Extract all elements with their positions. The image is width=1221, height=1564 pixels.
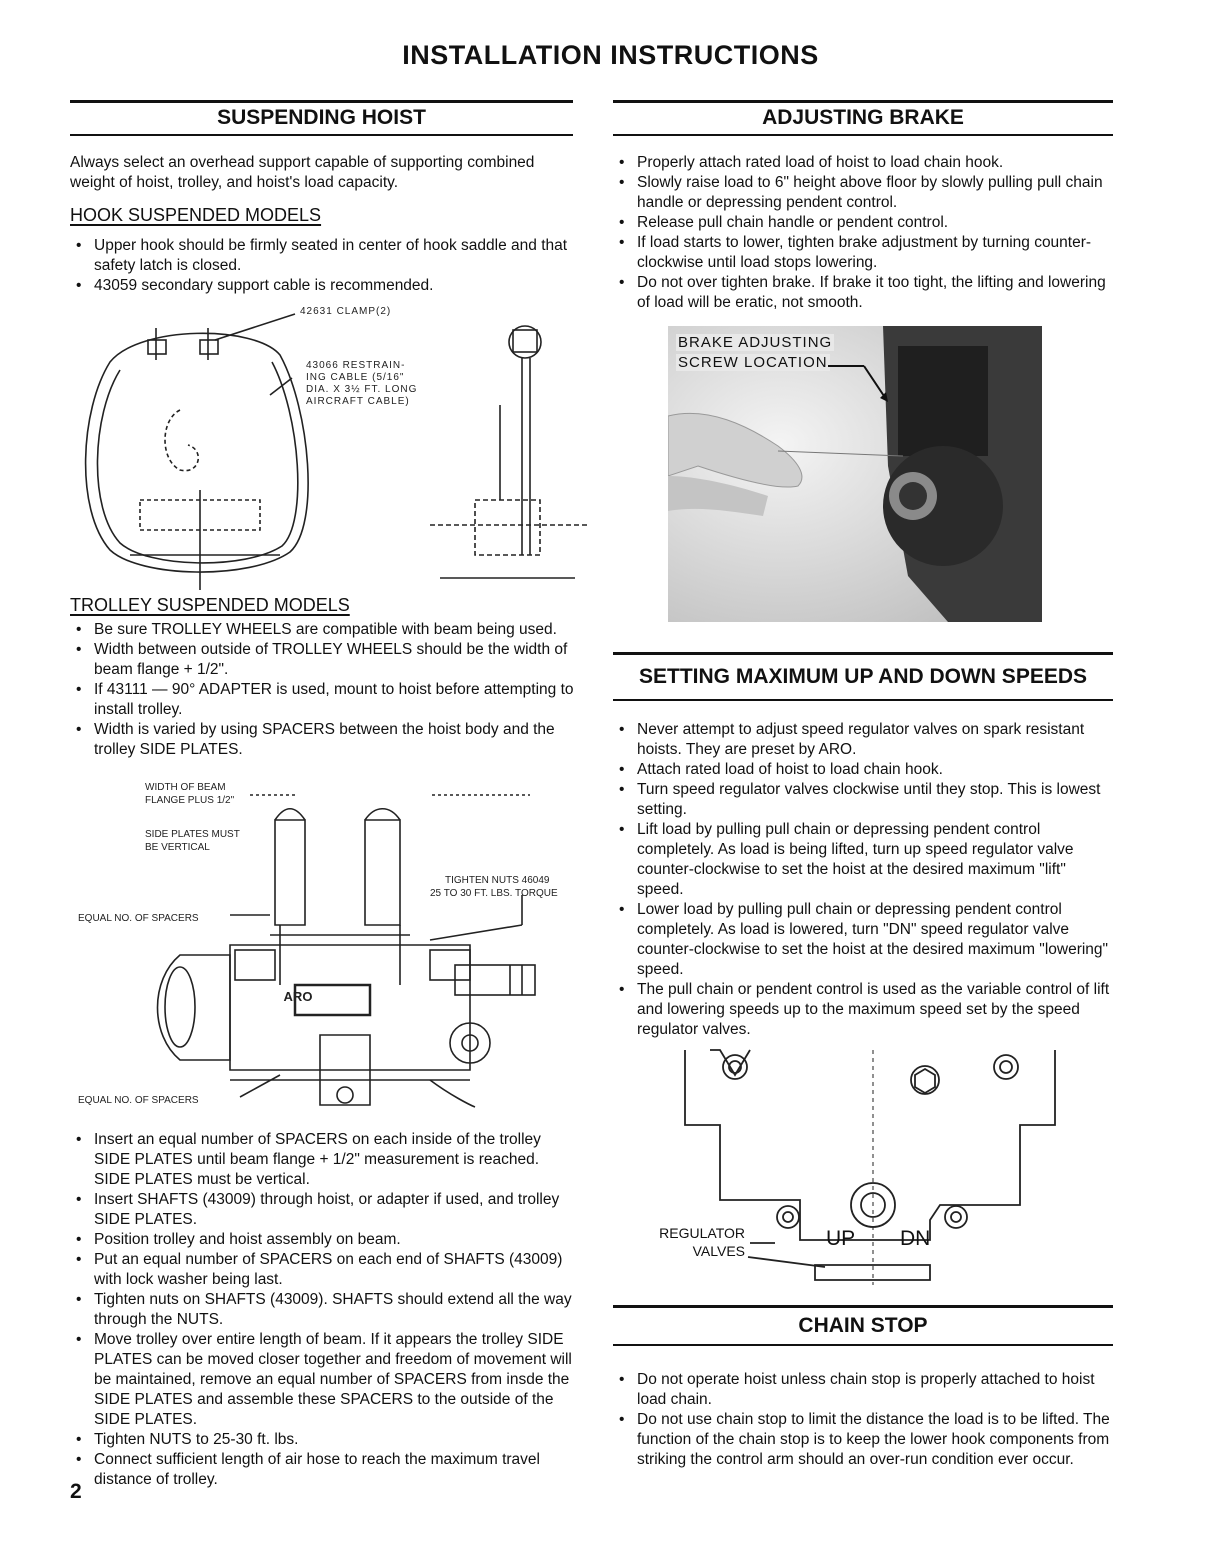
list-item: • Slowly raise load to 6" height above floor by slowly pulling pull chain handle or depressing pendent control.	[613, 173, 1115, 213]
clamp-label: 42631 CLAMP(2)	[300, 306, 392, 317]
chain-stop-list	[613, 1370, 1115, 1470]
list-item: • Properly attach rated load of hoist to load chain hook.	[613, 153, 1115, 173]
subheading-hook-suspended: HOOK SUSPENDED MODELS	[70, 205, 322, 225]
regulator-valves-figure	[640, 1045, 1080, 1285]
list-item: • Connect sufficient length of air hose to reach the maximum travel distance of trolley.	[70, 1450, 576, 1490]
photo-label-2: SCREW LOCATION	[678, 354, 828, 371]
list-item: • Do not use chain stop to limit the distance the load is to be lifted. The function of the chain stop is to keep the lower hook components from striking the control arm should an over-run condition ever occur.	[613, 1410, 1115, 1470]
regulator-label-2: VALVES	[692, 1243, 745, 1259]
list-item: • Upper hook should be firmly seated in center of hook saddle and that safety latch is closed.	[70, 236, 576, 276]
brake-list	[613, 153, 1115, 313]
side-plates-label-1: SIDE PLATES MUST	[145, 829, 240, 840]
cable-label-2: ING CABLE (5/16"	[306, 372, 405, 383]
photo-leader-arrow	[828, 356, 908, 406]
cable-label-3: DIA. X 3½ FT. LONG	[306, 384, 418, 395]
list-item: • Tighten nuts on SHAFTS (43009). SHAFTS should extend all the way through the NUTS.	[70, 1290, 576, 1330]
suspending-intro: Always select an overhead support capable of supporting combined weight of hoist, trolley, and hoist's load capacity.	[70, 154, 535, 191]
cable-label-1: 43066 RESTRAIN-	[306, 360, 406, 371]
spacers-label-top: EQUAL NO. OF SPACERS	[78, 913, 199, 924]
list-item: • The pull chain or pendent control is used as the variable control of lift and lowering speeds up to the maximum speed set by the speed regulator valves.	[613, 980, 1115, 1040]
list-item: • 43059 secondary support cable is recommended.	[70, 276, 576, 296]
list-item: • If load starts to lower, tighten brake adjustment by turning counter-clockwise until load stops lowering.	[613, 233, 1115, 273]
list-item: • Be sure TROLLEY WHEELS are compatible with beam being used.	[70, 620, 576, 640]
list-item: • Insert an equal number of SPACERS on each inside of the trolley SIDE PLATES until beam flange + 1/2" measurement is reached. SIDE PLATES must be vertical.	[70, 1130, 576, 1190]
list-item: • Position trolley and hoist assembly on beam.	[70, 1230, 576, 1250]
section-heading-chain-stop: CHAIN STOP	[613, 1305, 1113, 1346]
hook-list	[70, 236, 576, 296]
nuts-label-2: 25 TO 30 FT. LBS. TORQUE	[430, 888, 558, 899]
dn-valve-label: DN	[900, 1227, 931, 1250]
section-heading-adjusting-brake: ADJUSTING BRAKE	[613, 100, 1113, 136]
width-label-1: WIDTH OF BEAM	[145, 782, 226, 793]
list-item: • Turn speed regulator valves clockwise until they stop. This is lowest setting.	[613, 780, 1115, 820]
section-heading-suspending-hoist: SUSPENDING HOIST	[70, 100, 573, 136]
list-item: • Move trolley over entire length of beam. If it appears the trolley SIDE PLATES can be moved closer together and freedom of movement will be maintained, remove an equal number of SPACERS from insde the SIDE PLATES and assemble these SPACERS to the outside of the SIDE PLATES.	[70, 1330, 576, 1430]
up-valve-label: UP	[826, 1227, 856, 1250]
photo-label-1: BRAKE ADJUSTING	[678, 334, 833, 351]
trolley-figure	[70, 775, 590, 1120]
cable-label-4: AIRCRAFT CABLE)	[306, 396, 410, 407]
section-heading-speeds: SETTING MAXIMUM UP AND DOWN SPEEDS	[613, 652, 1113, 701]
list-item: • Insert SHAFTS (43009) through hoist, or adapter if used, and trolley SIDE PLATES.	[70, 1190, 576, 1230]
list-item: • Release pull chain handle or pendent control.	[613, 213, 1115, 233]
list-item: • Width is varied by using SPACERS between the hoist body and the trolley SIDE PLATES.	[70, 720, 576, 760]
trolley-list	[70, 620, 576, 760]
subheading-trolley-suspended: TROLLEY SUSPENDED MODELS	[70, 595, 350, 615]
regulator-label-1: REGULATOR	[659, 1225, 745, 1241]
speeds-list	[613, 720, 1115, 1040]
width-label-2: FLANGE PLUS 1/2"	[145, 795, 235, 806]
nuts-label-1: TIGHTEN NUTS 46049	[445, 875, 550, 886]
list-item: • Lower load by pulling pull chain or depressing pendent control completely. As load is lowered, turn "DN" speed regulator valve counter-clockwise to set the hoist at the desired maximum "lowering" speed.	[613, 900, 1115, 980]
list-item: • Do not over tighten brake. If brake it too tight, the lifting and lowering of load will be eratic, not smooth.	[613, 273, 1115, 313]
trolley-steps-list	[70, 1130, 576, 1490]
list-item: • Width between outside of TROLLEY WHEELS should be the width of beam flange + 1/2".	[70, 640, 576, 680]
aro-logo: ARO	[283, 989, 313, 1004]
list-item: • Lift load by pulling pull chain or depressing pendent control completely. As load is being lifted, turn up speed regulator valve counter-clockwise to set the hoist at the desired maximum "lift" speed.	[613, 820, 1115, 900]
list-item: • Never attempt to adjust speed regulator valves on spark resistant hoists. They are preset by ARO.	[613, 720, 1115, 760]
list-item: • Tighten NUTS to 25-30 ft. lbs.	[70, 1430, 576, 1450]
hook-suspension-figure	[70, 300, 590, 595]
side-plates-label-2: BE VERTICAL	[145, 842, 210, 853]
list-item: • Do not operate hoist unless chain stop is properly attached to hoist load chain.	[613, 1370, 1115, 1410]
list-item: • If 43111 — 90° ADAPTER is used, mount to hoist before attempting to install trolley.	[70, 680, 576, 720]
page-number: 2	[70, 1480, 82, 1503]
page-title: INSTALLATION INSTRUCTIONS	[402, 40, 819, 70]
spacers-label-bottom: EQUAL NO. OF SPACERS	[78, 1095, 199, 1106]
brake-photo	[668, 326, 1042, 622]
list-item: • Put an equal number of SPACERS on each end of SHAFTS (43009) with lock washer being last.	[70, 1250, 576, 1290]
list-item: • Attach rated load of hoist to load chain hook.	[613, 760, 1115, 780]
